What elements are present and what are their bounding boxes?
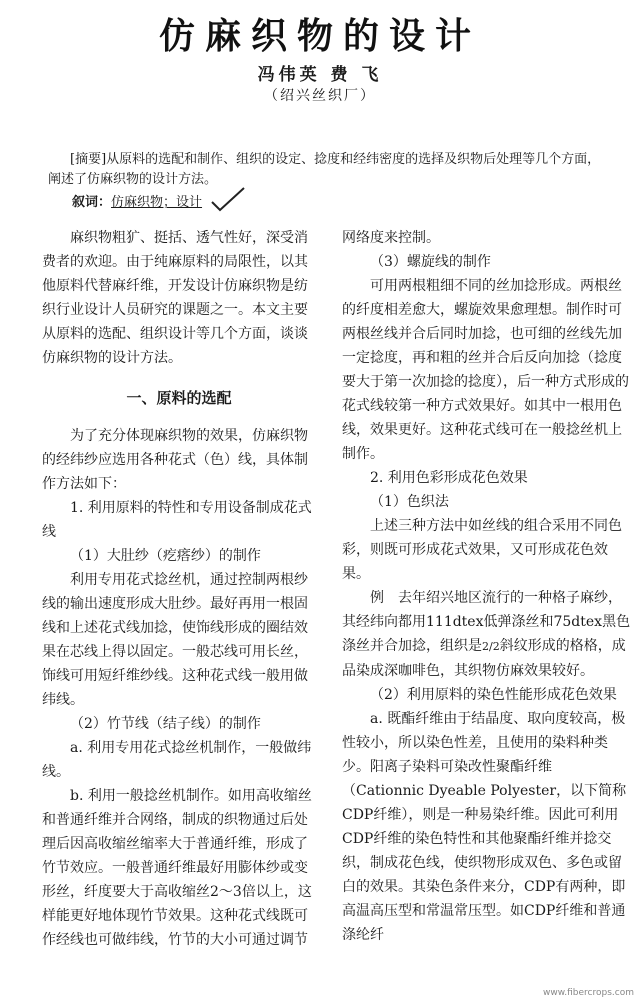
article-authors: 冯伟英 费 飞 xyxy=(257,65,383,85)
subheading-1b: （2）竹节线（结子线）的制作 xyxy=(70,716,261,732)
abstract xyxy=(48,150,608,190)
right-column xyxy=(342,226,632,947)
keywords-items: 仿麻织物；设计 xyxy=(111,195,203,210)
paragraph-1b-a: a. 利用专用花式捻丝机制作，一般做纬线。 xyxy=(42,740,312,780)
keywords xyxy=(72,193,612,213)
author-affiliation: （绍兴丝织厂） xyxy=(264,88,376,104)
subheading-2b: （2）利用原料的染色性能形成花色效果 xyxy=(370,687,617,703)
paragraph-2a: 上述三种方法中如丝线的组合采用不同色彩，则既可形成花式效果，又可形成花色效果。 xyxy=(342,518,622,582)
paragraph-2b: a. 既酯纤维由于结晶度、取向度较高，极性较小，所以染色性差，且使用的染料种类少。阳离子染料可染改性聚酯纤维（Cationnic Dyeable Polyester，以下简称CDP纤维），则是一种易染纤维。因此可利用CDP纤维的染色特性和其他聚酯纤维并捻交织，制成花色线，使织物形成双色、多色或留白的效果。其染色条件来分，CDP有两种，即高温高压型和常温常压型。如CDP纤维和普通涤纶纤 xyxy=(342,711,627,943)
example-text-post: 斜纹形成的格格，成品染成深咖啡色，其织物仿麻效果较好。 xyxy=(342,638,626,679)
checkmark-icon xyxy=(208,184,248,214)
watermark: www.fibercrops.com xyxy=(543,988,634,998)
subheading-2: 2. 利用色彩形成花色效果 xyxy=(370,470,528,486)
example-text-pre: 例 去年绍兴地区流行的一种格子麻纱，其经纬向都用111dtex低弹涤丝和75dtex黑色涤丝并合加捻，组织是 xyxy=(342,590,631,654)
paragraph-1c: 可用两根粗细不同的丝加捻形成。两根丝的纤度相差愈大，螺旋效果愈理想。制作时可两根丝线并合后同时加捻，也可细的丝线先加一定捻度，再和粗的丝并合后反向加捻（捻度要大于第一次加捻的捻度），后一种方式形成的花式线较第一种方式效果好。如其中一根用色线，效果更好。这种花式线可在一般捻丝机上制作。 xyxy=(342,278,629,462)
section-intro: 为了充分体现麻织物的效果，仿麻织物的经纬纱应选用各种花式（色）线，具体制作方法如下： xyxy=(42,428,308,492)
subheading-2a: （1）色织法 xyxy=(370,494,449,510)
abstract-text: 从原料的选配和制作、组织的设定、捻度和经纬密度的选择及织物后处理等几个方面，阐述了仿麻织物的设计方法。 xyxy=(48,152,601,187)
abstract-label: [摘要] xyxy=(70,152,107,167)
paragraph-1b-b: b. 利用一般捻丝机制作。如用高收缩丝和普通纤维并合网络，制成的织物通过后处理后因高收缩丝缩率大于普通纤维，形成了竹节效应。一般普通纤维最好用膨体纱或变形丝，纤度要大于高收缩丝2～3倍以上，这样能更好地体现竹节效果。这种花式线既可作经线也可做纬线，竹节的大小可通过调节 xyxy=(42,788,312,948)
example-paragraph xyxy=(342,586,632,683)
keywords-label: 叙词： xyxy=(72,195,112,210)
subheading-1a: （1）大肚纱（疙瘩纱）的制作 xyxy=(70,548,261,564)
paragraph-1a: 利用专用花式捻丝机，通过控制两根纱线的输出速度形成大肚纱。最好再用一根固线和上述花式线加捻，使饰线形成的圈结效果在芯线上得以固定。一般芯线可用长丝，饰线可用短纤维纱线。这种花式线一般用做纬线。 xyxy=(42,572,308,708)
section-heading: 一、原料的选配 xyxy=(126,389,232,407)
subheading-1c: （3）螺旋线的制作 xyxy=(370,254,491,270)
intro-paragraph: 麻织物粗犷、挺括、透气性好，深受消费者的欢迎。由于纯麻原料的局限性，以其他原料代替麻纤维，开发设计仿麻织物是纺织行业设计人员研究的课题之一。本文主要从原料的选配、组织设计等几个方面，谈谈仿麻织物的设计方法。 xyxy=(42,230,308,366)
continued-text: 网络度来控制。 xyxy=(342,230,440,246)
article-title: 仿麻织物的设计 xyxy=(158,16,481,57)
twill-fraction: 2/2 xyxy=(482,640,500,653)
left-column xyxy=(42,226,316,952)
subheading-1: 1. 利用原料的特性和专用设备制成花式线 xyxy=(42,500,312,540)
